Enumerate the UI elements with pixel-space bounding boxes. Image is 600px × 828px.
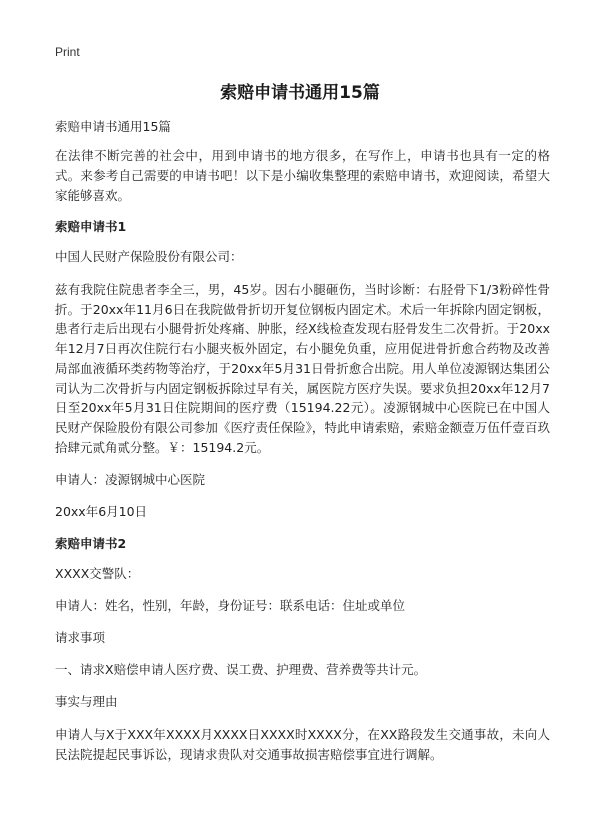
page-title: 索赔申请书通用15篇 — [220, 83, 380, 103]
section-heading-1: 索赔申请书1 — [55, 219, 127, 234]
print-link[interactable]: Print — [55, 45, 80, 59]
facts-paragraph: 申请人与X于XXX年XXXX月XXXX日XXXX时XXXX分，在XX路段发生交通事故，未向人民法院提起民事诉讼，现请求贵队对交通事故损害赔偿事宜进行调解。 — [55, 727, 550, 763]
request-item-1: 一、请求X赔偿申请人医疗费、误工费、护理费、营养费等共计元。 — [55, 662, 427, 678]
applicant-line-2: 申请人：姓名，性别，年龄，身份证号：联系电话：住址或单位 — [55, 598, 406, 614]
date-line-1: 20xx年6月10日 — [55, 504, 148, 520]
section-heading-2: 索赔申请书2 — [55, 536, 127, 552]
intro-paragraph: 在法律不断完善的社会中，用到申请书的地方很多，在写作上，申请书也具有一定的格式。来参考自己需要的申请书吧！以下是小编收集整理的索赔申请书，欢迎阅读，希望大家能够喜欢。 — [55, 148, 550, 203]
applicant-line-1: 申请人：凌源钢城中心医院 — [55, 472, 206, 488]
addressee-2: XXXX交警队： — [55, 566, 140, 582]
document-subtitle: 索赔申请书通用15篇 — [55, 119, 171, 134]
request-heading: 请求事项 — [55, 630, 106, 646]
addressee-1: 中国人民财产保险股份有限公司： — [55, 249, 243, 264]
body-paragraph-1: 兹有我院住院患者李全三，男，45岁。因右小腿砸伤，当时诊断：右胫骨下1/3粉碎性骨折。于20xx年11月6日在我院做骨折切开复位钢板内固定术。术后一年拆除内固定钢板，患者行走后出现右小腿骨折处疼痛、肿胀，经X线检查发现右胫骨发生二次骨折。于20xx年12月7日再次住院行右小腿夹板外固定，右小腿免负重，应用促进骨折愈合药物及改善局部血液循环类药物等治疗，于20xx年5月31日骨折愈合出院。用人单位凌源钢达集团公司认为二次骨折与内固定钢板拆除过早有关，属医院方医疗失误。要求负担20xx年12月7日至20xx年5月31日住院期间的医疗费（15194.22元）。凌源钢城中心医院已在中国人民财产保险股份有限公司参加《医疗责任保险》，特此申请索赔，索赔金额壹万伍仟壹百玖拾肆元贰角贰分整。￥：15194.2元。 — [55, 282, 550, 455]
document-body — [55, 118, 550, 777]
facts-heading: 事实与理由 — [55, 694, 118, 710]
